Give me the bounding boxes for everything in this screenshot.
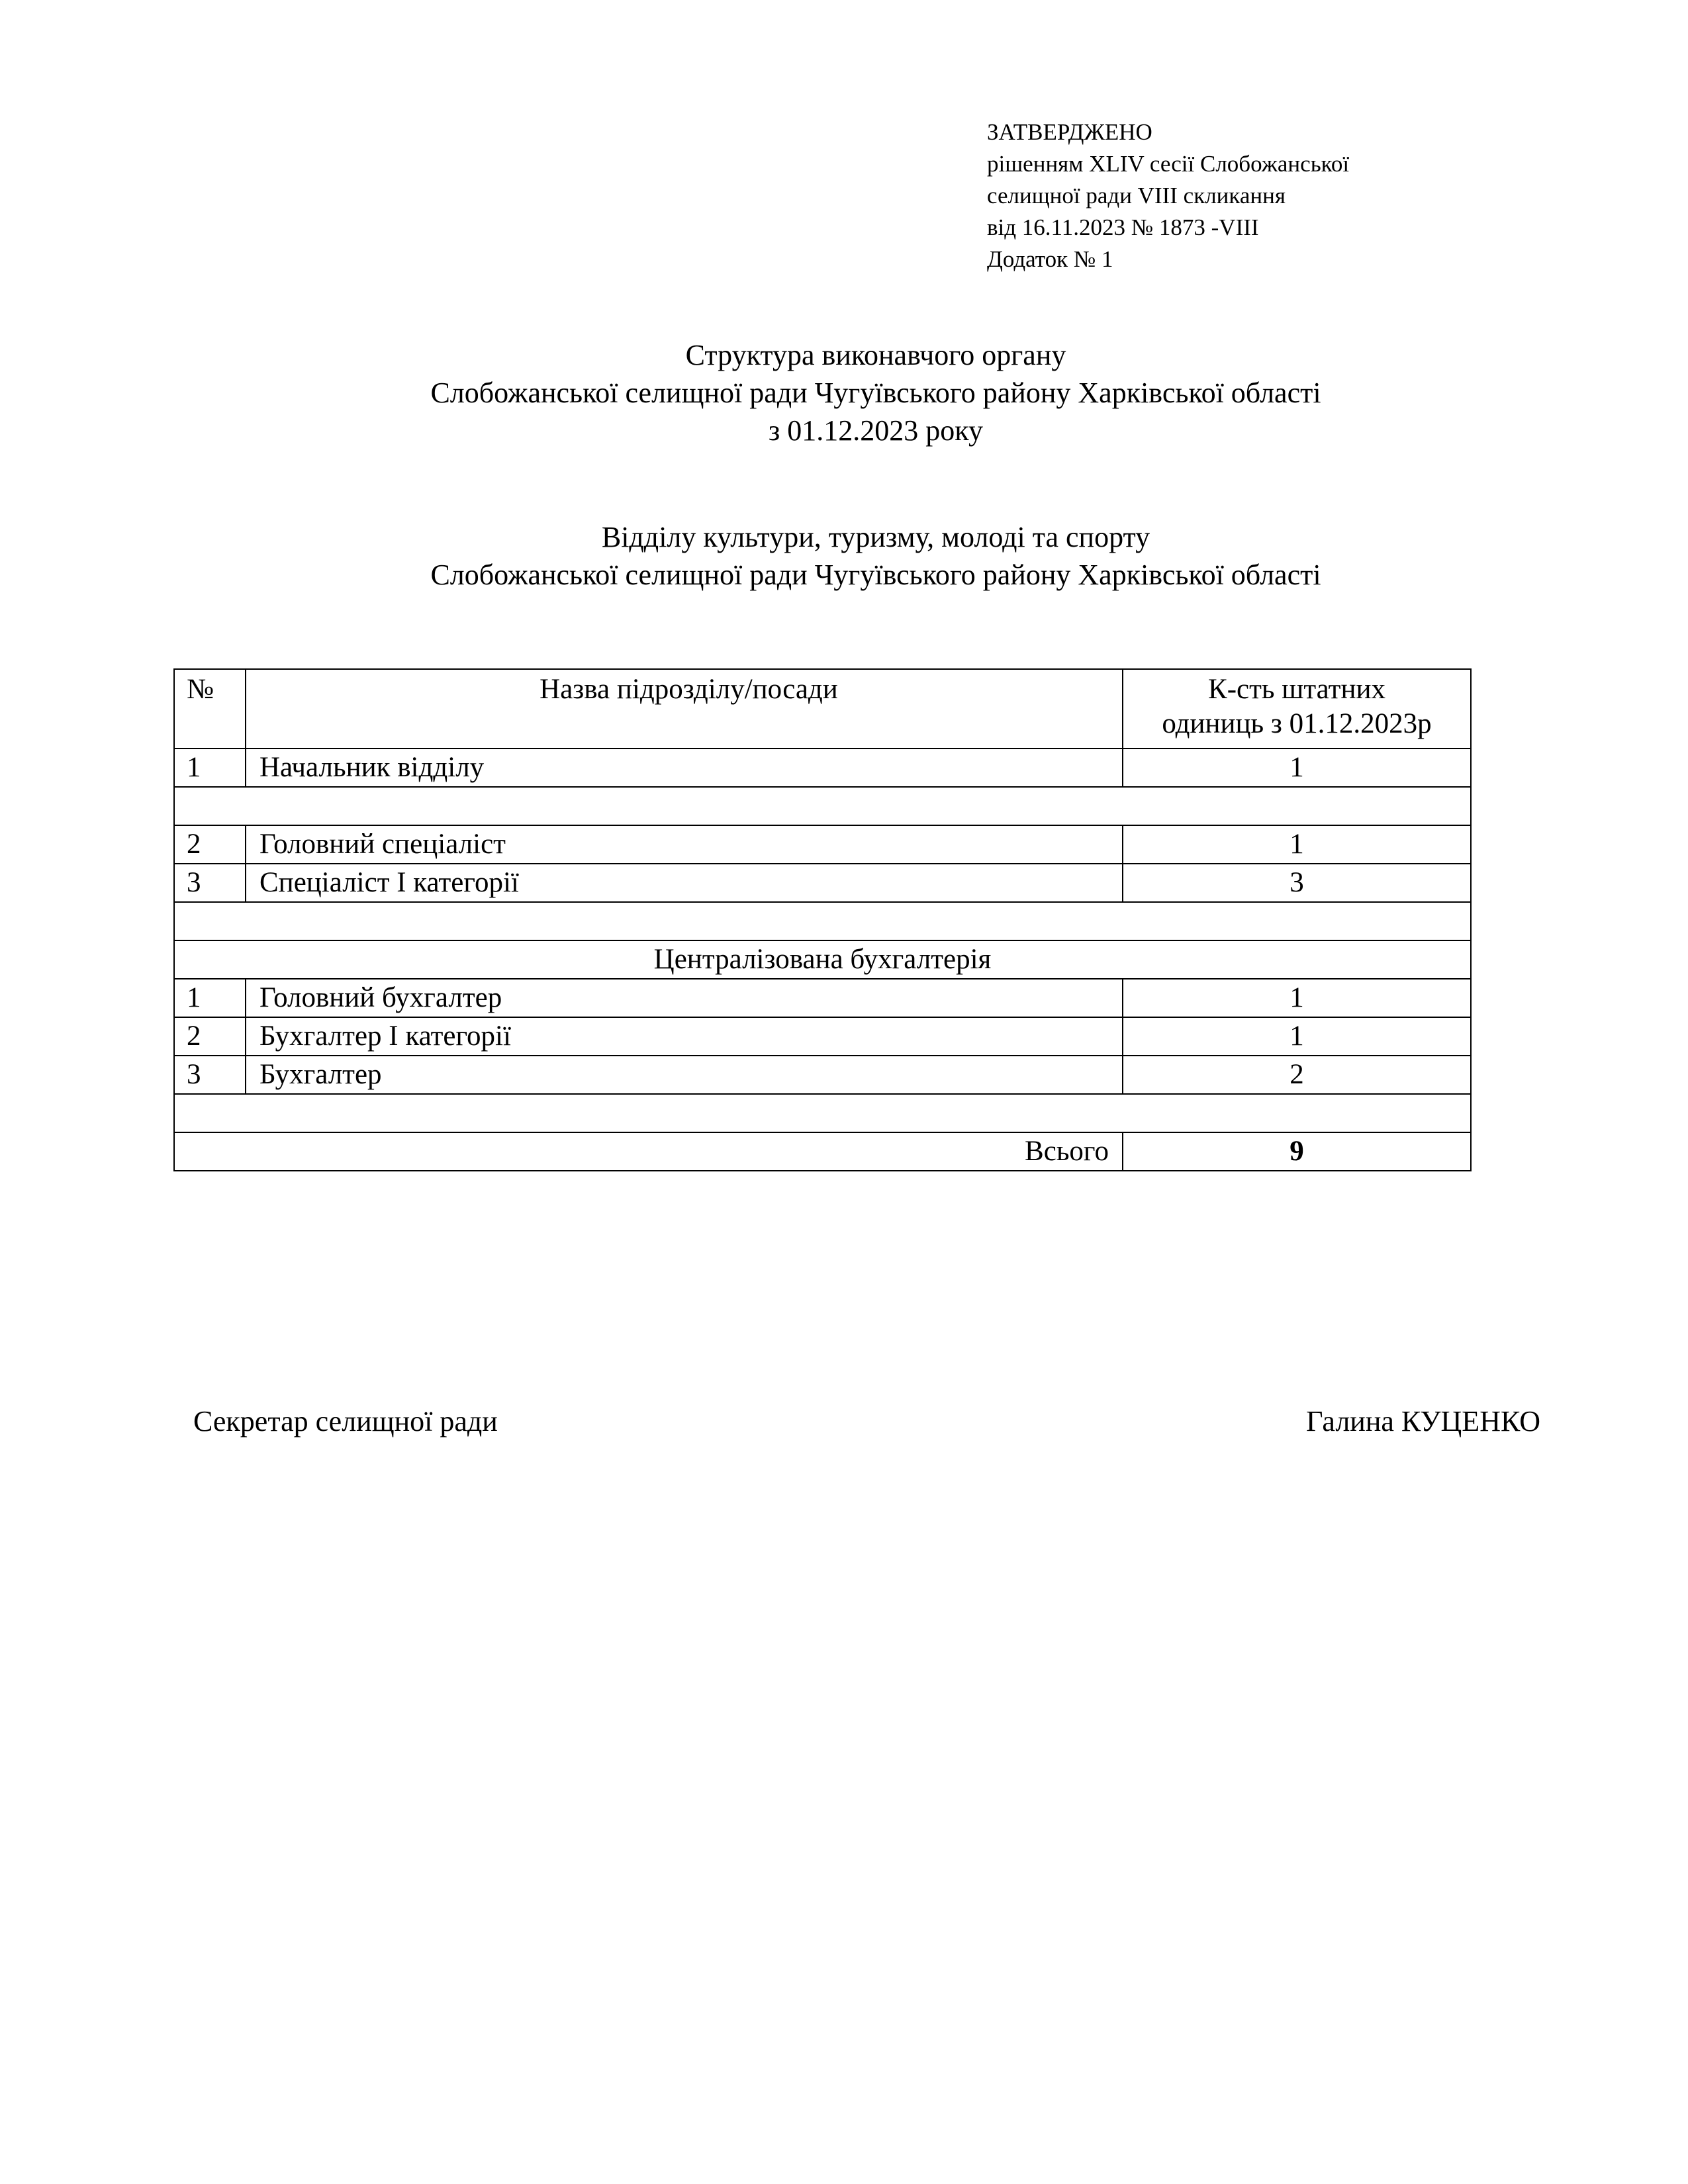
total-label: Всього [174, 1132, 1123, 1171]
subtitle-line: Слобожанської селищної ради Чугуївського району Харківської області [430, 559, 1321, 591]
row-num: 2 [174, 825, 246, 864]
row-num: 2 [174, 1017, 246, 1056]
row-num: 1 [174, 979, 246, 1017]
appendix-number: Додаток № 1 [987, 246, 1113, 272]
header-num: № [174, 669, 246, 749]
department-title [0, 518, 1688, 594]
header-qty-line2: одиниць з 01.12.2023р [1162, 708, 1432, 739]
row-name: Бухгалтер І категорії [246, 1017, 1123, 1056]
empty-cell [174, 787, 1471, 825]
row-num: 3 [174, 864, 246, 902]
document-title [0, 336, 1688, 449]
row-name: Спеціаліст І категорії [246, 864, 1123, 902]
table-row [174, 979, 1471, 1017]
section-row [174, 940, 1471, 979]
title-line: Структура виконавчого органу [685, 339, 1066, 371]
row-qty: 1 [1123, 979, 1471, 1017]
table-row [174, 1056, 1471, 1094]
header-name: Назва підрозділу/посади [246, 669, 1123, 749]
header-qty-line1: К-сть штатних [1208, 674, 1385, 705]
section-title: Централізована бухгалтерія [174, 940, 1471, 979]
header-qty [1123, 669, 1471, 749]
row-qty: 1 [1123, 825, 1471, 864]
table-header-row [174, 669, 1471, 749]
row-name: Бухгалтер [246, 1056, 1123, 1094]
approval-stamp [987, 116, 1349, 275]
approval-line: селищної ради VIII скликання [987, 183, 1286, 208]
row-qty: 1 [1123, 1017, 1471, 1056]
row-name: Головний спеціаліст [246, 825, 1123, 864]
empty-row [174, 787, 1471, 825]
row-name: Начальник відділу [246, 749, 1123, 787]
signatory-name: Галина КУЦЕНКО [1306, 1405, 1540, 1437]
table-row [174, 749, 1471, 787]
table-row [174, 1017, 1471, 1056]
approval-line: від 16.11.2023 № 1873 -VIII [987, 214, 1259, 240]
empty-cell [174, 1094, 1471, 1132]
row-name: Головний бухгалтер [246, 979, 1123, 1017]
total-row [174, 1132, 1471, 1171]
title-line: Слобожанської селищної ради Чугуївського району Харківської області [430, 377, 1321, 409]
row-qty: 2 [1123, 1056, 1471, 1094]
empty-row [174, 1094, 1471, 1132]
row-num: 3 [174, 1056, 246, 1094]
approval-line: рішенням XLIV сесії Слобожанської [987, 151, 1350, 177]
staff-table [173, 668, 1472, 1171]
empty-row [174, 902, 1471, 940]
table-row [174, 825, 1471, 864]
approval-heading: ЗАТВЕРДЖЕНО [987, 119, 1152, 145]
row-qty: 1 [1123, 749, 1471, 787]
subtitle-line: Відділу культури, туризму, молоді та спорту [601, 521, 1150, 553]
title-line: з 01.12.2023 року [768, 414, 984, 447]
total-value: 9 [1123, 1132, 1471, 1171]
row-qty: 3 [1123, 864, 1471, 902]
empty-cell [174, 902, 1471, 940]
row-num: 1 [174, 749, 246, 787]
signatory-position: Секретар селищної ради [193, 1405, 498, 1437]
table-row [174, 864, 1471, 902]
